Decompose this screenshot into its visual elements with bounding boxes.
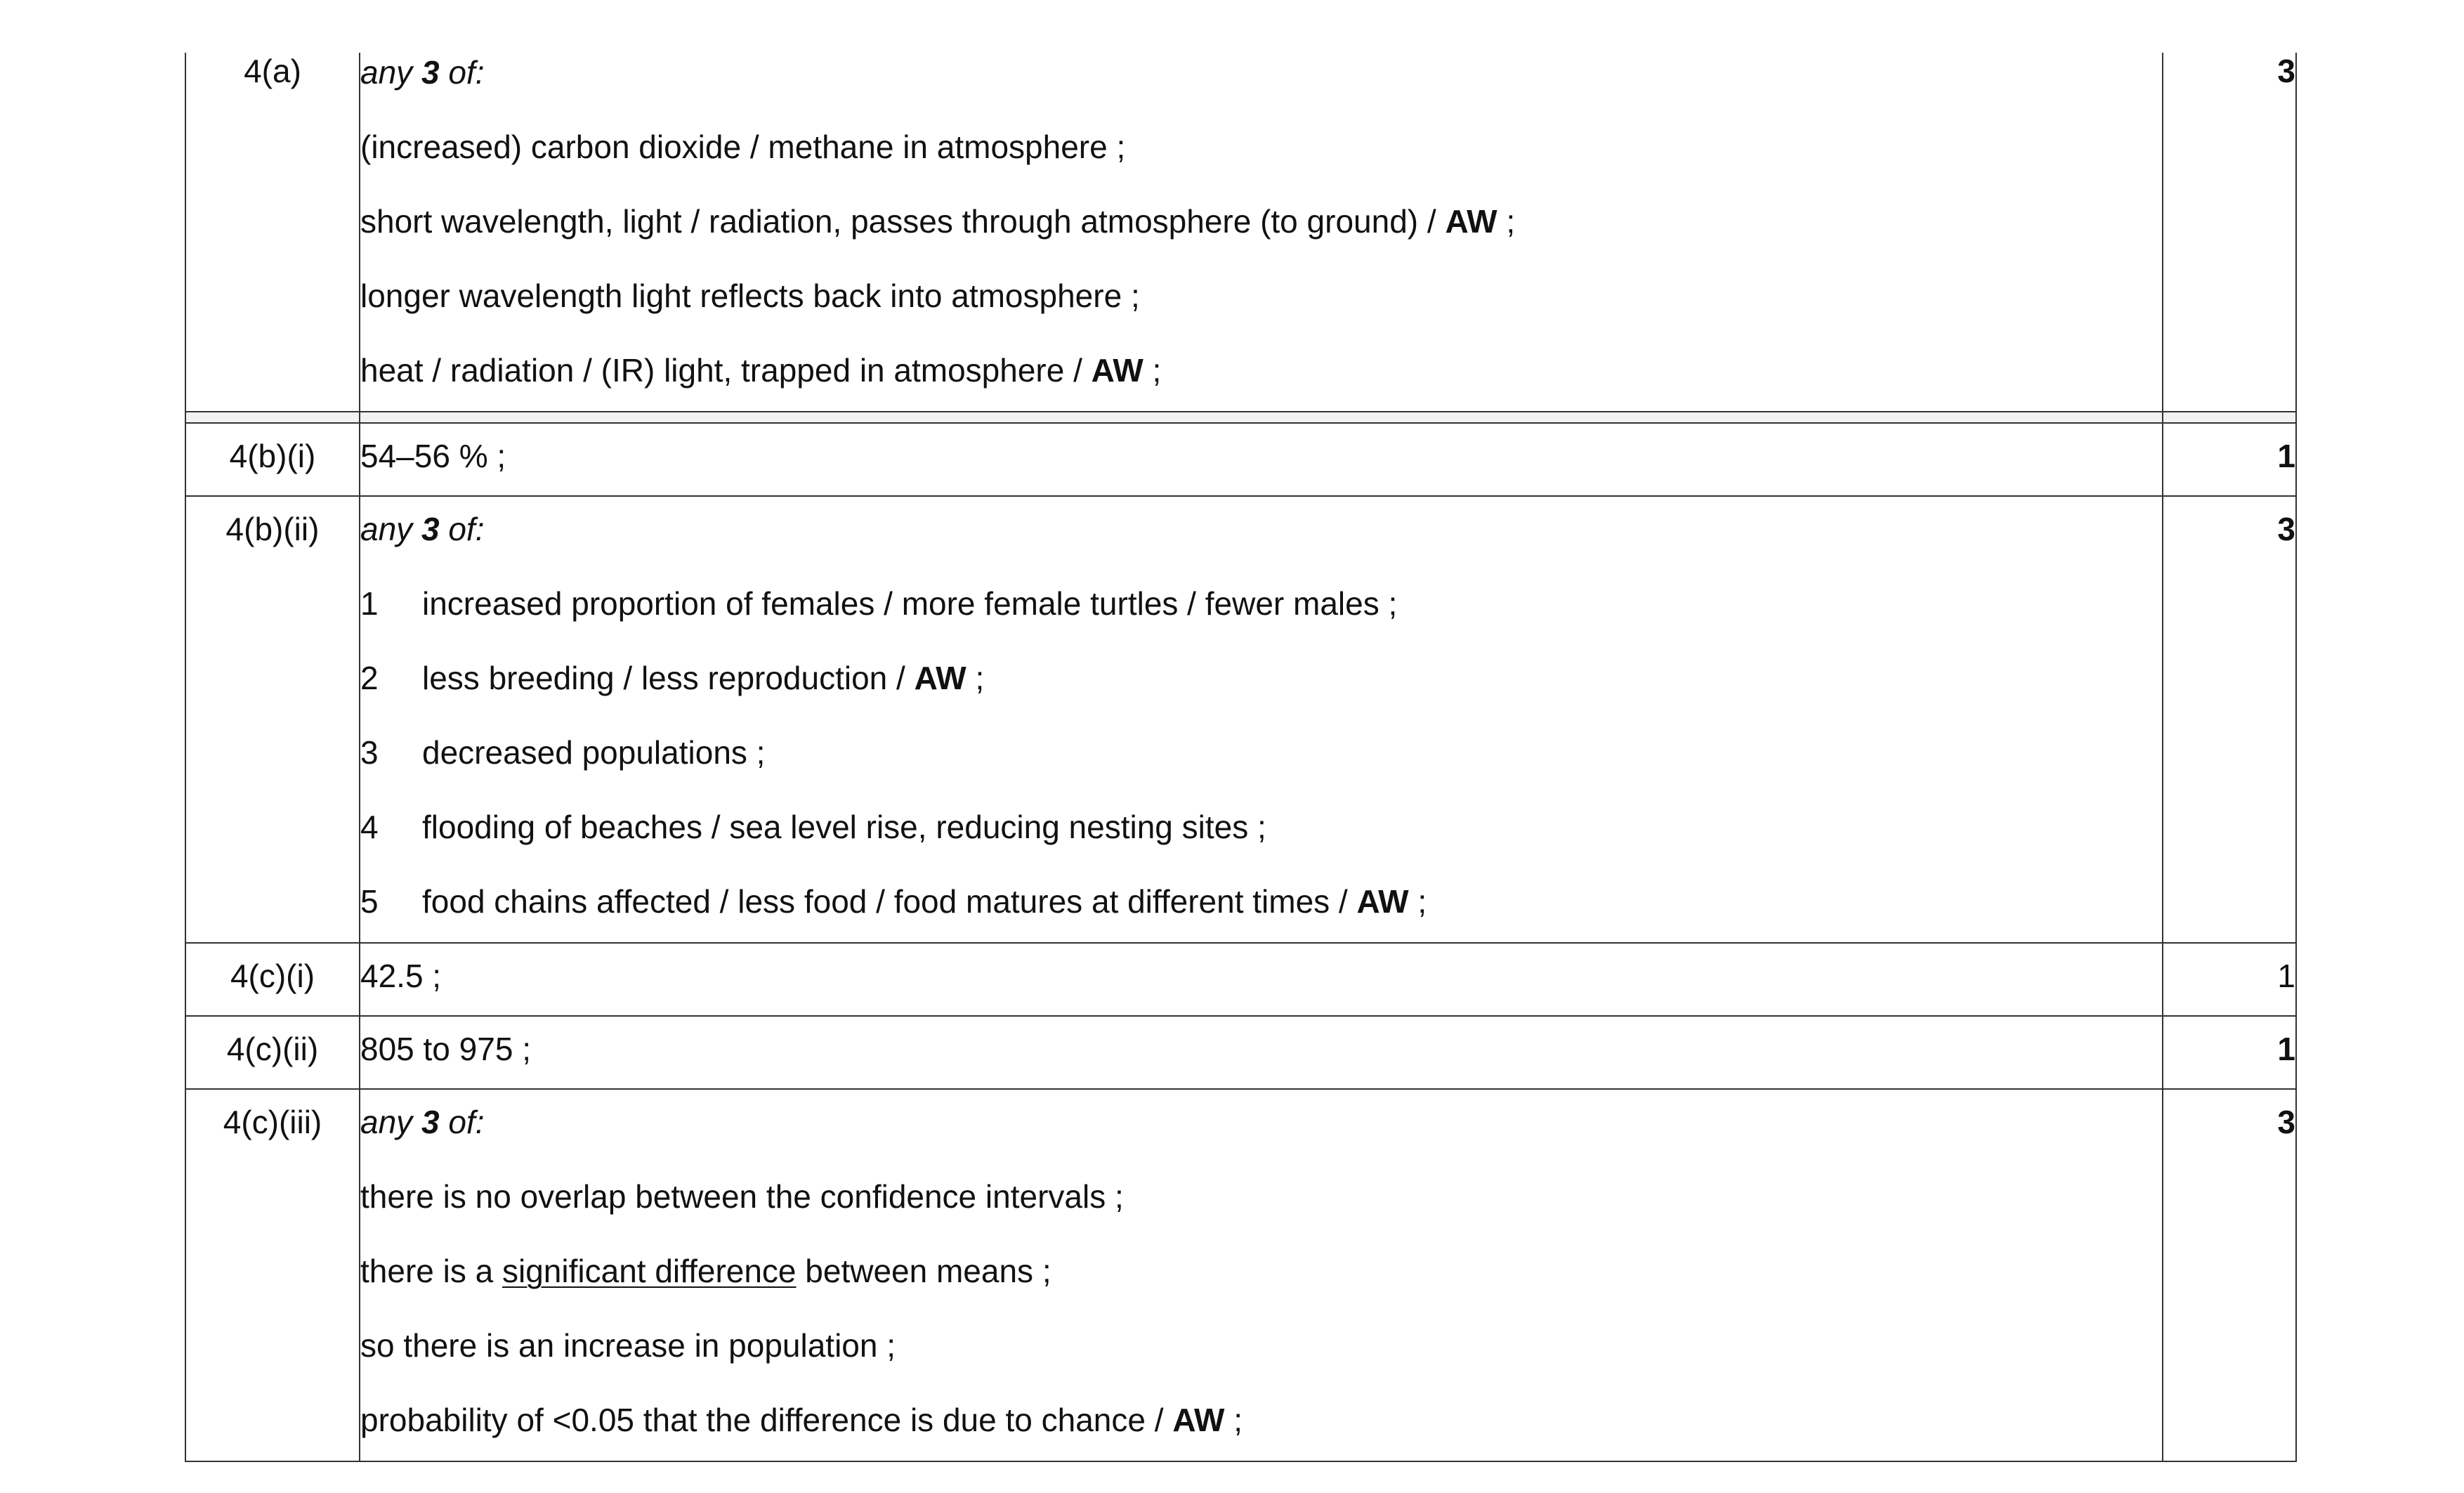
answer-line: any 3 of: (360, 511, 485, 547)
numbered-answer-line: 5 food chains affected / less food / food matures at different times / AW ; (360, 883, 1427, 920)
mark-cell (2163, 53, 2296, 412)
answer-line: short wavelength, light / radiation, passes through atmosphere (to ground) / AW ; (360, 203, 1516, 240)
mark-cell (2163, 1016, 2296, 1089)
table-row (185, 1016, 2296, 1089)
answer-cell (360, 53, 2163, 412)
answer-line: there is no overlap between the confidence intervals ; (360, 1178, 1124, 1215)
question-number: 4(c)(iii) (223, 1104, 322, 1140)
mark-cell (2163, 496, 2296, 943)
answer-line: heat / radiation / (IR) light, trapped in atmosphere / AW ; (360, 352, 1162, 389)
numbered-answer-line: 3 decreased populations ; (360, 734, 766, 771)
answer-cell (360, 943, 2163, 1016)
question-number-cell (185, 1016, 360, 1089)
answer-cell (360, 423, 2163, 496)
numbered-answer-line: 2 less breeding / less reproduction / AW ; (360, 660, 985, 696)
answer-line: any 3 of: (360, 1104, 485, 1140)
mark-scheme-table (185, 53, 2297, 1462)
table-row (185, 1089, 2296, 1461)
mark-cell (2163, 1089, 2296, 1461)
question-number-cell (185, 1089, 360, 1461)
answer-cell (360, 1089, 2163, 1461)
question-number-cell (185, 423, 360, 496)
table-row (185, 496, 2296, 943)
question-number: 4(b)(i) (229, 438, 316, 474)
answer-line: longer wavelength light reflects back into atmosphere ; (360, 278, 1140, 314)
table-row (185, 423, 2296, 496)
question-number-cell (185, 943, 360, 1016)
mark-value: 1 (2277, 1031, 2295, 1067)
mark-value: 3 (2277, 1104, 2295, 1140)
answer-line: 54–56 % ; (360, 438, 506, 474)
answer-line: any 3 of: (360, 54, 485, 91)
question-number: 4(a) (244, 53, 301, 89)
mark-value: 1 (2277, 438, 2295, 474)
question-number: 4(c)(ii) (226, 1031, 319, 1067)
answer-line: 805 to 975 ; (360, 1031, 531, 1067)
row-separator (185, 412, 2296, 423)
answer-line: 42.5 ; (360, 958, 442, 994)
mark-value: 3 (2277, 511, 2295, 547)
numbered-answer-line: 4 flooding of beaches / sea level rise, reducing nesting sites ; (360, 809, 1266, 845)
table-row (185, 943, 2296, 1016)
answer-line: (increased) carbon dioxide / methane in atmosphere ; (360, 129, 1126, 165)
answer-line: there is a significant difference between means ; (360, 1253, 1051, 1289)
mark-cell (2163, 943, 2296, 1016)
question-number-cell (185, 53, 360, 412)
numbered-answer-line: 1 increased proportion of females / more female turtles / fewer males ; (360, 585, 1398, 622)
underlined-term: significant difference (502, 1253, 797, 1289)
mark-cell (2163, 423, 2296, 496)
answer-cell (360, 496, 2163, 943)
question-number: 4(b)(ii) (225, 511, 320, 547)
question-number: 4(c)(i) (230, 958, 315, 994)
mark-value: 3 (2277, 53, 2295, 89)
mark-value: 1 (2277, 958, 2295, 994)
question-number-cell (185, 496, 360, 943)
answer-line: probability of <0.05 that the difference is due to chance / AW ; (360, 1402, 1243, 1438)
table-row (185, 53, 2296, 412)
answer-line: so there is an increase in population ; (360, 1327, 896, 1364)
answer-cell (360, 1016, 2163, 1089)
